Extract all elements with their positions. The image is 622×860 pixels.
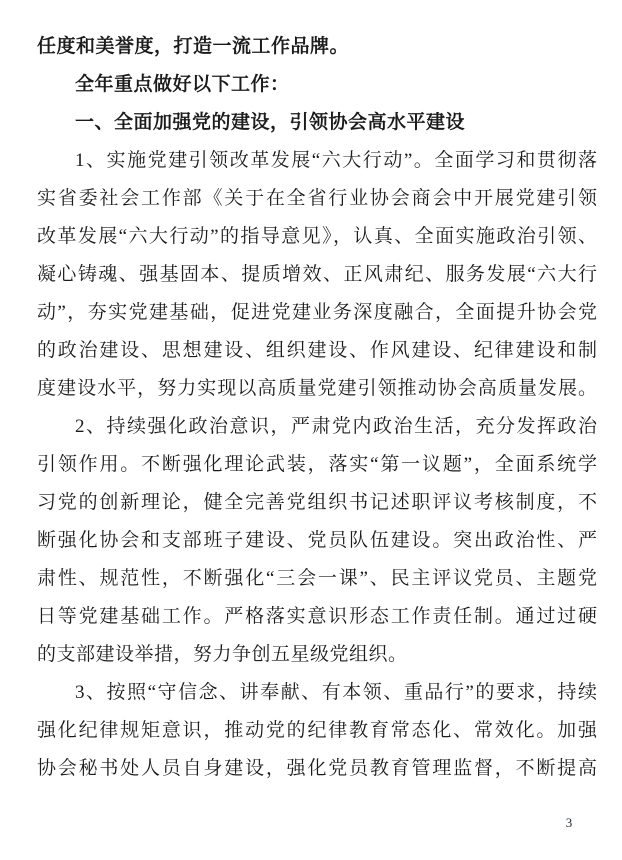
document-body (37, 28, 597, 788)
text-line: 实省委社会工作部《关于在全省行业协会商会中开展党建引领 (37, 188, 597, 209)
text-line: 习党的创新理论，健全完善党组织书记述职评议考核制度，不 (37, 492, 597, 513)
text-line: 1、实施党建引领改革发展“六大行动”。全面学习和贯彻落 (75, 150, 597, 171)
text-line: 肃性、规范性，不断强化“三会一课”、民主评议党员、主题党 (37, 568, 597, 589)
section-heading: 一、全面加强党的建设，引领协会高水平建设 (75, 112, 466, 133)
section-intro-line: 全年重点做好以下工作： (75, 74, 290, 95)
text-line: 强化纪律规矩意识，推动党的纪律教育常态化、常效化。加强 (37, 720, 597, 741)
text-line: 凝心铸魂、强基固本、提质增效、正风肃纪、服务发展“六大行 (37, 264, 597, 285)
continued-paragraph-line: 任度和美誉度，打造一流工作品牌。 (37, 36, 350, 57)
paragraph-end-line: 的支部建设举措，努力争创五星级党组织。 (37, 644, 408, 665)
text-line: 断强化协会和支部班子建设、党员队伍建设。突出政治性、严 (37, 530, 597, 551)
text-line: 3、按照“守信念、讲奉献、有本领、重品行”的要求，持续 (75, 682, 597, 703)
text-line: 日等党建基础工作。严格落实意识形态工作责任制。通过过硬 (37, 606, 597, 627)
text-line: 改革发展“六大行动”的指导意见》，认真、全面实施政治引领、 (37, 226, 597, 247)
page-number: 3 (565, 815, 573, 830)
text-line: 的政治建设、思想建设、组织建设、作风建设、纪律建设和制 (37, 340, 597, 361)
text-line: 2、持续强化政治意识，严肃党内政治生活，充分发挥政治 (75, 416, 597, 437)
text-line: 协会秘书处人员自身建设，强化党员教育管理监督，不断提高 (37, 758, 597, 779)
text-line: 动”，夯实党建基础，促进党建业务深度融合，全面提升协会党 (37, 302, 597, 323)
text-line: 引领作用。不断强化理论武装，落实“第一议题”，全面系统学 (37, 454, 597, 475)
text-line: 度建设水平，努力实现以高质量党建引领推动协会高质量发展。 (37, 378, 597, 399)
